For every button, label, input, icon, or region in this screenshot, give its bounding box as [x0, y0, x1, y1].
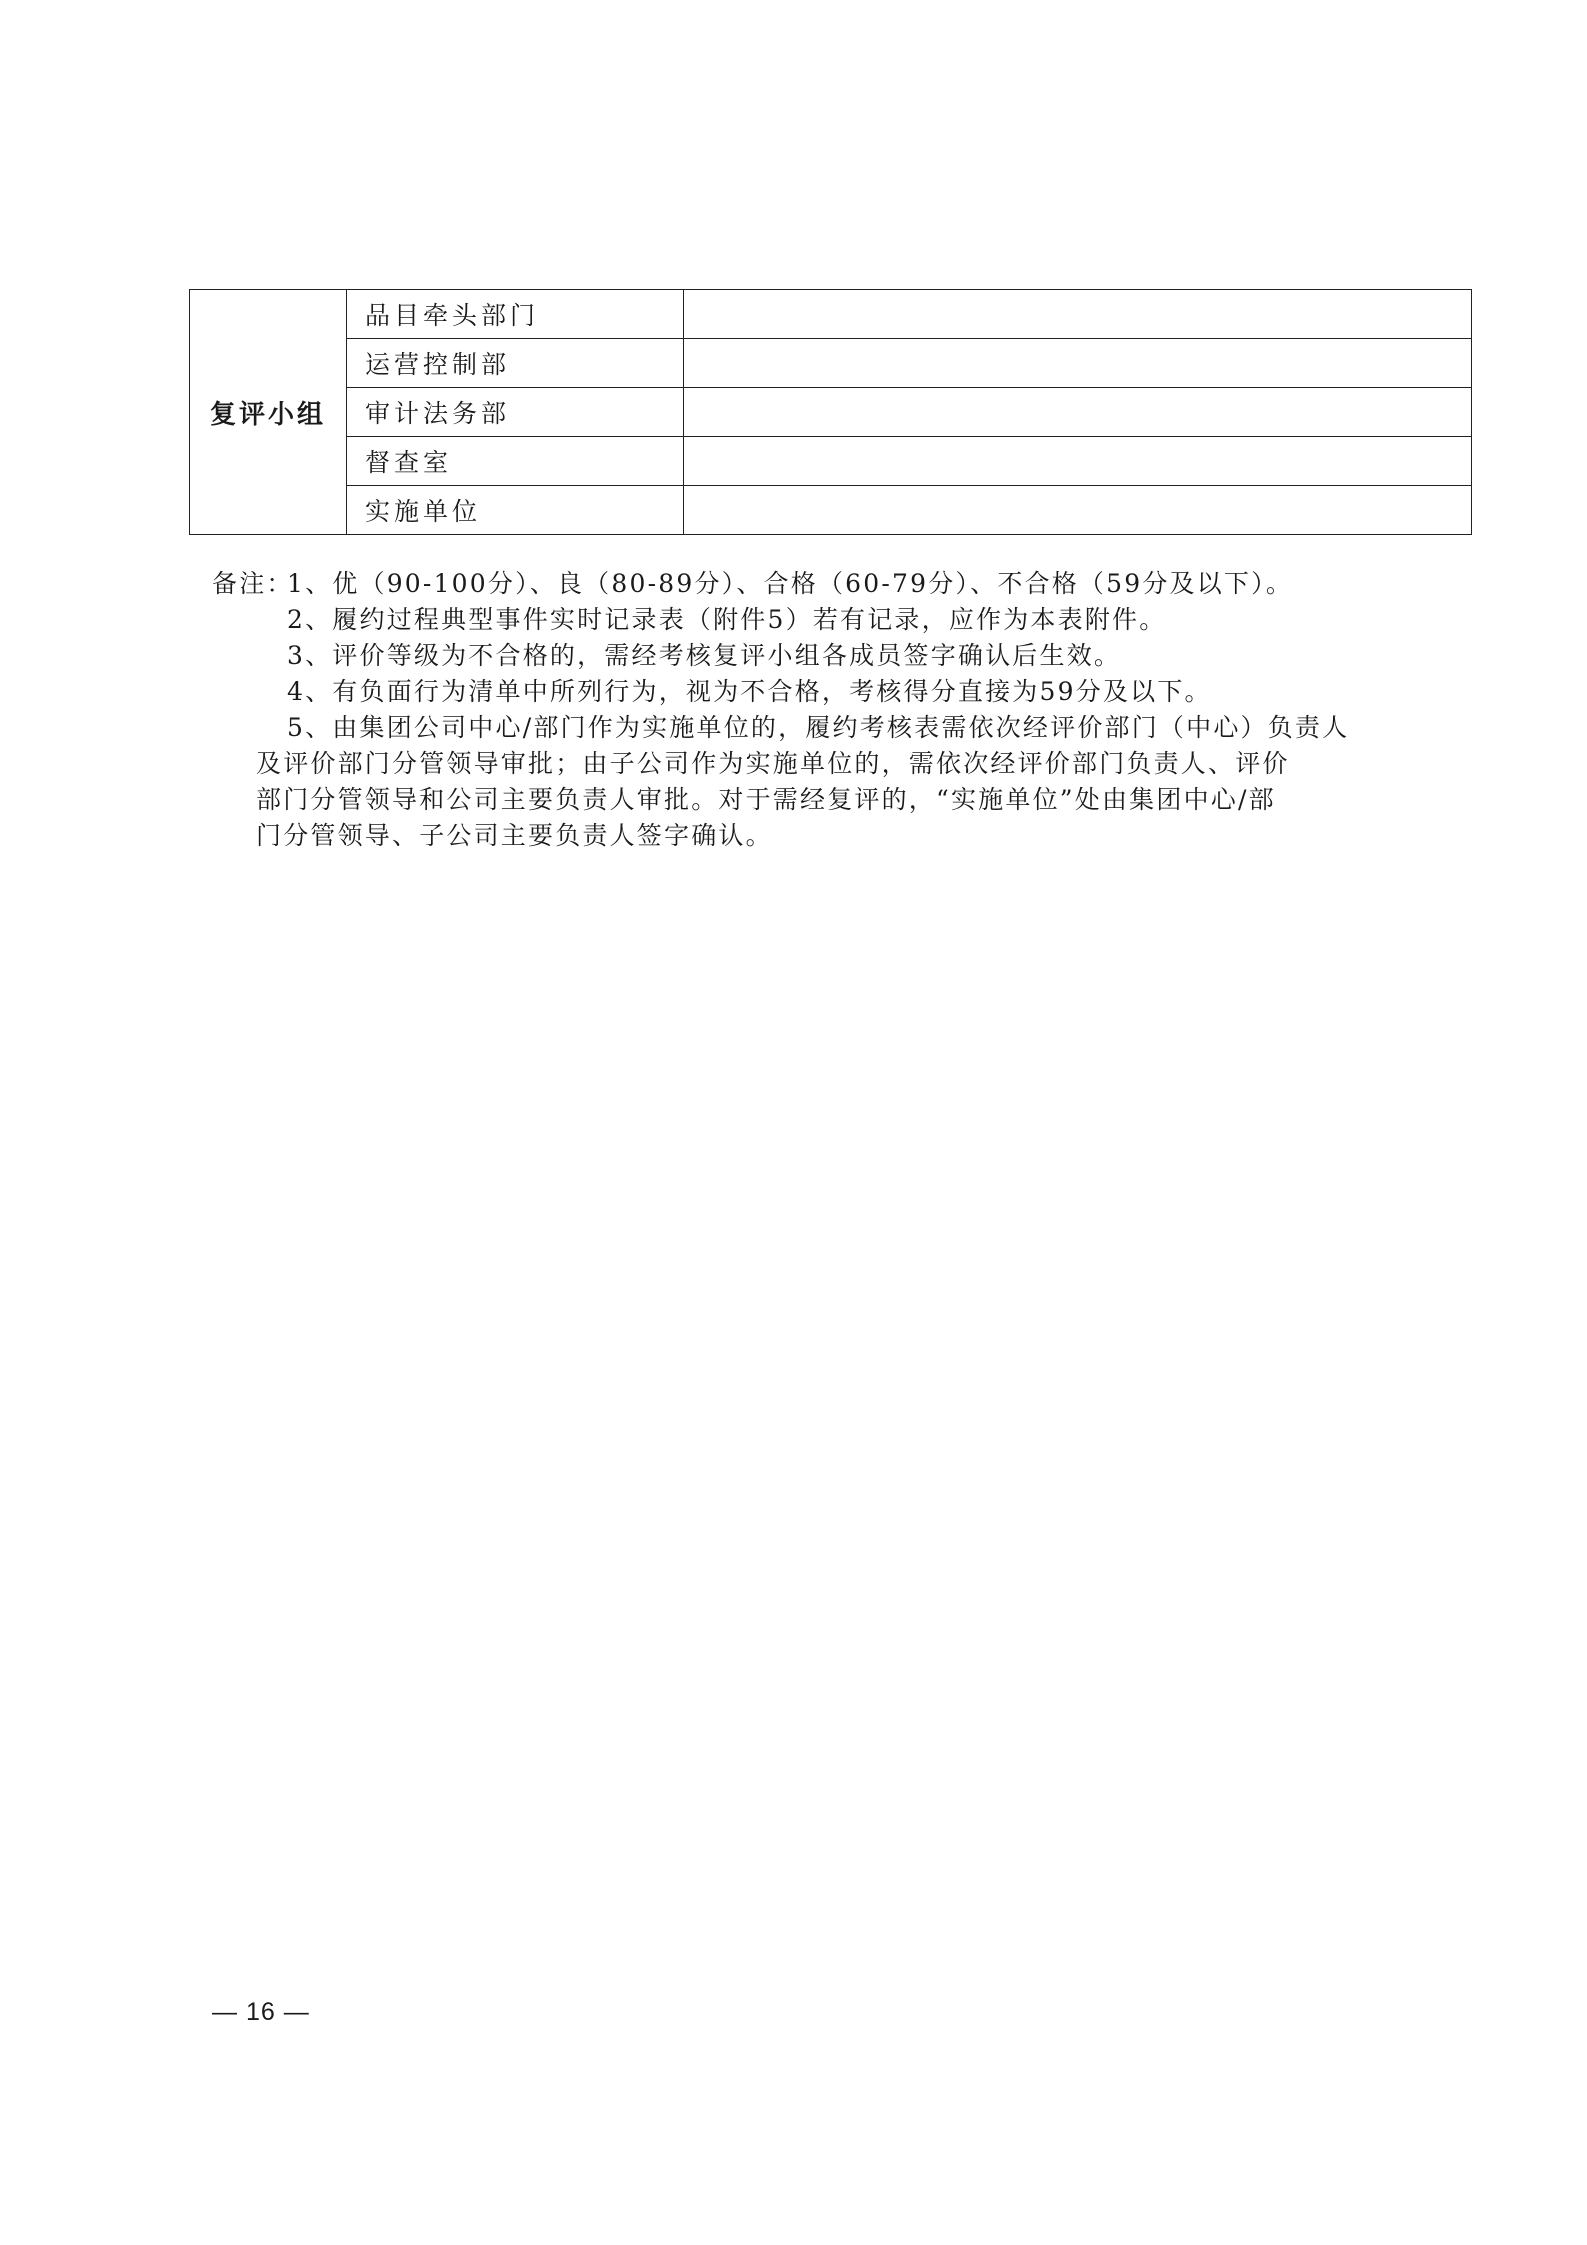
review-group-table: [189, 289, 1472, 535]
signature-field[interactable]: [684, 486, 1472, 535]
signature-field[interactable]: [684, 339, 1472, 388]
note-line: 3、评价等级为不合格的，需经考核复评小组各成员签字确认后生效。: [287, 641, 1122, 670]
signature-field[interactable]: [684, 437, 1472, 486]
note-line: 1、优（90-100分）、良（80-89分）、合格（60-79分）、不合格（59分及以下）。: [287, 569, 1294, 598]
table-row: [190, 388, 1472, 437]
table-row: [190, 486, 1472, 535]
member-name: 审计法务部: [347, 388, 684, 437]
notes-prefix: 备注：: [212, 569, 294, 598]
page-number: — 16 —: [212, 1998, 310, 2026]
member-name: 督查室: [347, 437, 684, 486]
note-line: 及评价部门分管领导审批；由子公司作为实施单位的，需依次经评价部门负责人、评价: [256, 749, 1290, 778]
note-line: 2、履约过程典型事件实时记录表（附件5）若有记录，应作为本表附件。: [287, 605, 1167, 634]
signature-field[interactable]: [684, 388, 1472, 437]
note-line: 5、由集团公司中心/部门作为实施单位的，履约考核表需依次经评价部门（中心）负责人: [287, 713, 1350, 742]
note-line: 4、有负面行为清单中所列行为，视为不合格，考核得分直接为59分及以下。: [287, 677, 1212, 706]
member-name: 品目牵头部门: [347, 290, 684, 339]
review-group-label: 复评小组: [190, 290, 347, 535]
note-line: 门分管领导、子公司主要负责人签字确认。: [256, 821, 773, 850]
table-row: [190, 339, 1472, 388]
table-row: [190, 437, 1472, 486]
member-name: 实施单位: [347, 486, 684, 535]
member-name: 运营控制部: [347, 339, 684, 388]
table-row: [190, 290, 1472, 339]
note-line: 部门分管领导和公司主要负责人审批。对于需经复评的，“实施单位”处由集团中心/部: [256, 785, 1276, 814]
signature-field[interactable]: [684, 290, 1472, 339]
